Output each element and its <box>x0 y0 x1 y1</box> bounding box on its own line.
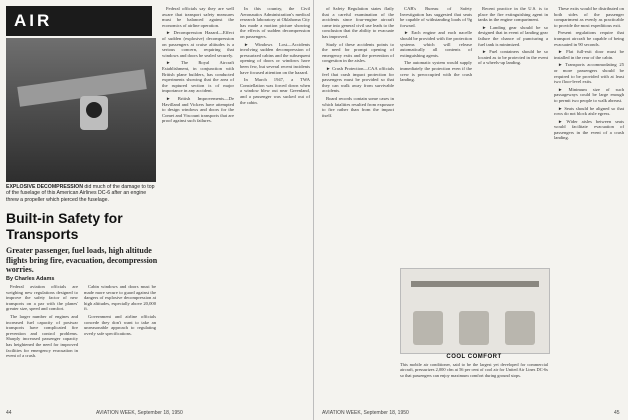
photo-seat <box>505 311 535 345</box>
photo-seat <box>459 311 489 345</box>
left-column-2 <box>84 284 156 408</box>
paragraph: ► Each engine and each nacelle should be provided with fire protection systems which will release automatically all contents of extinguishing agents. <box>400 30 472 58</box>
left-column-4 <box>240 6 310 408</box>
paragraph: ► The Royal Aircraft Establishment, in conjunction with British plane builders, has conducted experiments showing that the area of the ruptured section is of major importance in any accident. <box>162 60 234 94</box>
paragraph: Present regulations require that transport aircraft be capable of being evacuated in 90 seconds. <box>554 30 624 47</box>
article-byline: By Charles Adams <box>6 276 55 282</box>
photo-cabin-duct <box>411 281 539 287</box>
paragraph: ► British Improvements—De Havilland and Vickers have attempted to design windows and doors for the Comet and Viscount transports that are proof against such failures. <box>162 95 234 124</box>
right-column-4 <box>554 6 624 408</box>
paragraph: Government and airline officials concede they don't want to take an unreasonable approach to regulating overly safe specifications. <box>84 313 156 336</box>
paragraph: Recent practice in the U.S. is to place the fire extinguishing agent in tanks in the engine compartment. <box>478 6 548 23</box>
paragraph: The automatic system would supply immediately the protection even if the crew is preoccupied with the crash landing. <box>400 60 472 83</box>
folio-left: 44 <box>6 410 12 416</box>
paragraph: ► Fuel containers should be so located as to be protected in the event of a wheels-up landing. <box>478 49 548 66</box>
section-banner: AIR <box>6 6 152 36</box>
paragraph: Federal officials say they are well aware that transport safety measures must be balanced against the economics of airline operation. <box>162 6 234 28</box>
paragraph: of Safety Regulation states flatly that a careful examination of the accidents since four-engine aircraft came into general civil use leads to the conclusion that the ability to evacuate has improved. <box>322 6 394 39</box>
photo-seat <box>413 311 443 345</box>
right-column-2 <box>400 6 472 264</box>
paragraph: These exits would be distributed on both sides of the passenger compartment as evenly as practicable to provide the most expeditious exit. <box>554 6 624 28</box>
paragraph: Study of these accidents points to the need for prompt opening of emergency exits and the prevention of congestion in the aisles. <box>322 41 394 64</box>
folio-right: 45 <box>614 410 620 416</box>
article-deck: Greater passenger, fuel loads, high altitude flights bring fire, evacuation, decompression worries. <box>6 246 158 274</box>
right-column-1 <box>322 6 394 408</box>
paragraph: Federal aviation officials are weighing new regulations designed to improve the safety factor of new transports on a par with the planes' greater size, speed and comfort. <box>6 284 78 312</box>
folio-center-right: AVIATION WEEK, September 18, 1950 <box>322 410 409 416</box>
paragraph: ► Windows Lost—Accidents involving sudden decompression of pressurized cabins and the subsequent opening of doors or windows have been few, but several recent incidents have focused attention on the hazard. <box>240 41 310 75</box>
air-conditioner-photo <box>400 268 550 354</box>
paragraph: ► Decompression Hazard—Effect of sudden (explosive) decompression on passengers at cruise altitudes is a serious concern, requiring that windows and doors be sealed securely. <box>162 30 234 58</box>
aircraft-damage-photo <box>6 38 156 182</box>
photo-caption-lead: EXPLOSIVE DECOMPRESSION <box>6 184 83 190</box>
paragraph: ► Flat full-exit door must be installed in the rear of the cabin. <box>554 49 624 60</box>
paragraph: ► Minimum size of such passageways could be large enough to permit two people to walk abreast. <box>554 86 624 103</box>
paragraph: Cabin windows and doors must be made more secure to guard against the dangers of explosive decompression at high altitudes, especially above 20,000 ft. <box>84 284 156 312</box>
right-column-3 <box>478 6 548 264</box>
folio-center-left: AVIATION WEEK, September 18, 1950 <box>96 410 183 416</box>
paragraph: ► Crash Protection—CAA officials feel that crash impact protection for passengers must be provided so that they can walk away from survivable accidents. <box>322 65 394 94</box>
photo-caption-text: did much of the damage to top of the fuselage of this American Airlines DC-6 after an engine threw a propeller which pierced the fuselage. <box>6 184 155 203</box>
left-column-1 <box>6 284 78 408</box>
paragraph: ► Transports accommodating 25 or more passengers should be required to be provided with at least two floor-level exits. <box>554 62 624 85</box>
paragraph: In this country, the Civil Aeronautics Administration's medical research laboratory at Oklahoma City has made a motion picture showing the effects of sudden decompression on passengers. <box>240 6 310 39</box>
photo-fuselage-hole <box>86 102 102 118</box>
paragraph: In March 1947, a TWA Constellation was forced down when a window blew out near Greenland, and a passenger was sucked out of the cabin. <box>240 77 310 105</box>
paragraph: CAB's Bureau of Safety Investigation has suggested that seats be capable of withstanding loads of 9g forward. <box>400 6 472 28</box>
paragraph: The larger number of engines and increased fuel capacity of postwar transports have complicated fire prevention and control problems. Sharply increased passenger capacity has heightened the need for improved facilities for emergency evacuation in event of a crash. <box>6 313 78 359</box>
article-headline: Built-in Safety for Transports <box>6 210 123 242</box>
paragraph: Board records contain some cases in which fatalities resulted from exposure to fire rather than from the impact itself. <box>322 95 394 118</box>
left-column-3 <box>162 6 234 408</box>
photo-caption <box>6 184 156 203</box>
figure-title: COOL COMFORT <box>446 354 502 360</box>
paragraph: ► Seats should be aligned so that rows do not block aisle egress. <box>554 105 624 117</box>
paragraph: ► Wider aisles between seats would facilitate evacuation of passengers in the event of a crash landing. <box>554 118 624 141</box>
figure-caption: This mobile air conditioner, said to be the largest yet developed for commercial aircraft, pressurizes 2,000 cfm at 56 per cent of cool air for United Air Lines DC-6s so that passengers can enjoy maximum comfort during ground stops. <box>400 362 548 378</box>
right-page <box>314 0 628 420</box>
paragraph: ► Landing gear should be so designed that in event of landing gear failure the chance of puncturing a fuel tank is minimized. <box>478 24 548 47</box>
